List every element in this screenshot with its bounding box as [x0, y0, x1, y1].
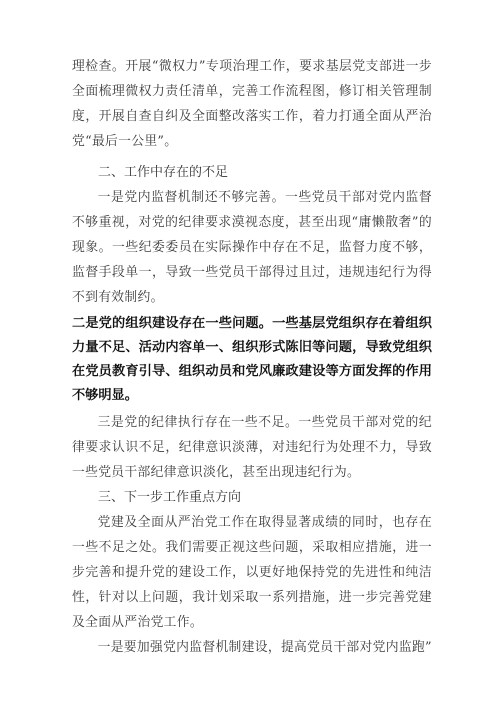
paragraph-next-steps: 党建及全面从严治党工作在取得显著成绩的同时，也存在一些不足之处。我们需要正视这些问题，采取相应措施，进一步完善和提升党的建设工作，以更好地保持党的先进性和纯洁性，针对以上问题，我计划采取一系列措施，进一步完善党建及全面从严治党工作。 — [72, 515, 432, 630]
paragraph-discipline: 三是党的纪律执行存在一些不足。一些党员干部对党的纪律要求认识不足，纪律意识淡薄，对违纪行为处理不力，导致一些党员干部纪律意识淡化，甚至出现违纪行为。 — [72, 415, 432, 480]
paragraph-supervision: 一是党内监督机制还不够完善。一些党员干部对党内监督不够重视，对党的纪律要求漠视态度，甚至出现“庸懒散奢”的现象。一些纪委委员在实际操作中存在不足，监督力度不够，监督手段单一，导致一些党员干部得过且过，违规违纪行为得不到有效制约。 — [72, 190, 432, 305]
paragraph-continuation: 理检查。开展“微权力”专项治理工作，要求基层党支部进一步全面梳理微权力责任清单，完善工作流程图，修订相关管理制度，开展自查自纠及全面整改落实工作，着力打通全面从严治党“最后一公里”。 — [72, 59, 432, 149]
paragraph-first-measure: 一是要加强党内监督机制建设，提高党员干部对党内监跑” — [97, 640, 432, 655]
paragraph-organization-bold: 二是党的组织建设存在一些问题。一些基层党组织存在着组织力量不足、活动内容单一、组织形式陈旧等问题，导致党组织在党员教育引导、组织动员和党风廉政建设等方面发挥的作用不够明显。 — [72, 316, 432, 403]
section-heading-next-steps: 三、下一步工作重点方向 — [98, 490, 242, 505]
section-heading-deficiencies: 二、工作中存在的不足 — [98, 165, 229, 180]
document-body — [72, 54, 432, 660]
